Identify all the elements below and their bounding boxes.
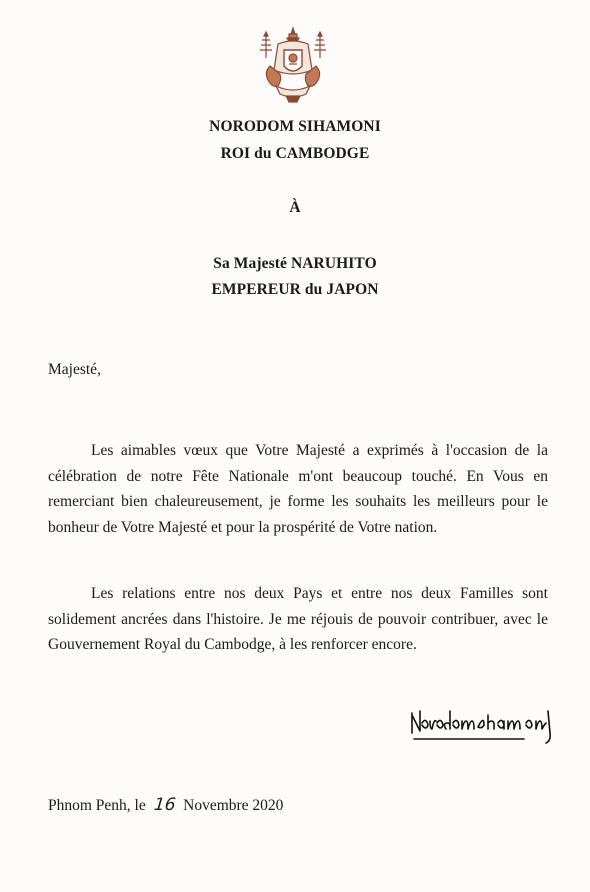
paragraph-2: Les relations entre nos deux Pays et entre nos deux Familles sont solidement ancrées dans l'histoire. Je me réjouis de pouvoir contribuer, avec le Gouvernement Royal du Cambodge, à les renforcer encore. [48,585,548,653]
sender-name: NORODOM SIHAMONI [209,118,381,135]
dateline-day: 16 [152,795,177,815]
dateline-month-year: Novembre 2020 [183,797,284,814]
recipient-name: Sa Majesté NARUHITO [213,255,377,272]
addressee-marker: À [289,199,301,216]
dateline [48,795,283,815]
paragraph-1: Les aimables vœux que Votre Majesté a exprimés à l'occasion de la célébration de notre Fête Nationale m'ont beaucoup touché. En Vous en remerciant bien chaleureusement, je forme les souhaits les meilleurs pour le bonheur de Votre Majesté et pour la prospérité de Votre nation. [48,442,548,536]
salutation: Majesté, [48,361,101,378]
recipient-title: EMPEREUR du JAPON [211,281,379,298]
handwritten-signature [406,705,558,747]
royal-arms-crest-icon [256,26,330,106]
dateline-place: Phnom Penh, le [48,797,146,814]
sender-title: ROI du CAMBODGE [220,145,370,162]
